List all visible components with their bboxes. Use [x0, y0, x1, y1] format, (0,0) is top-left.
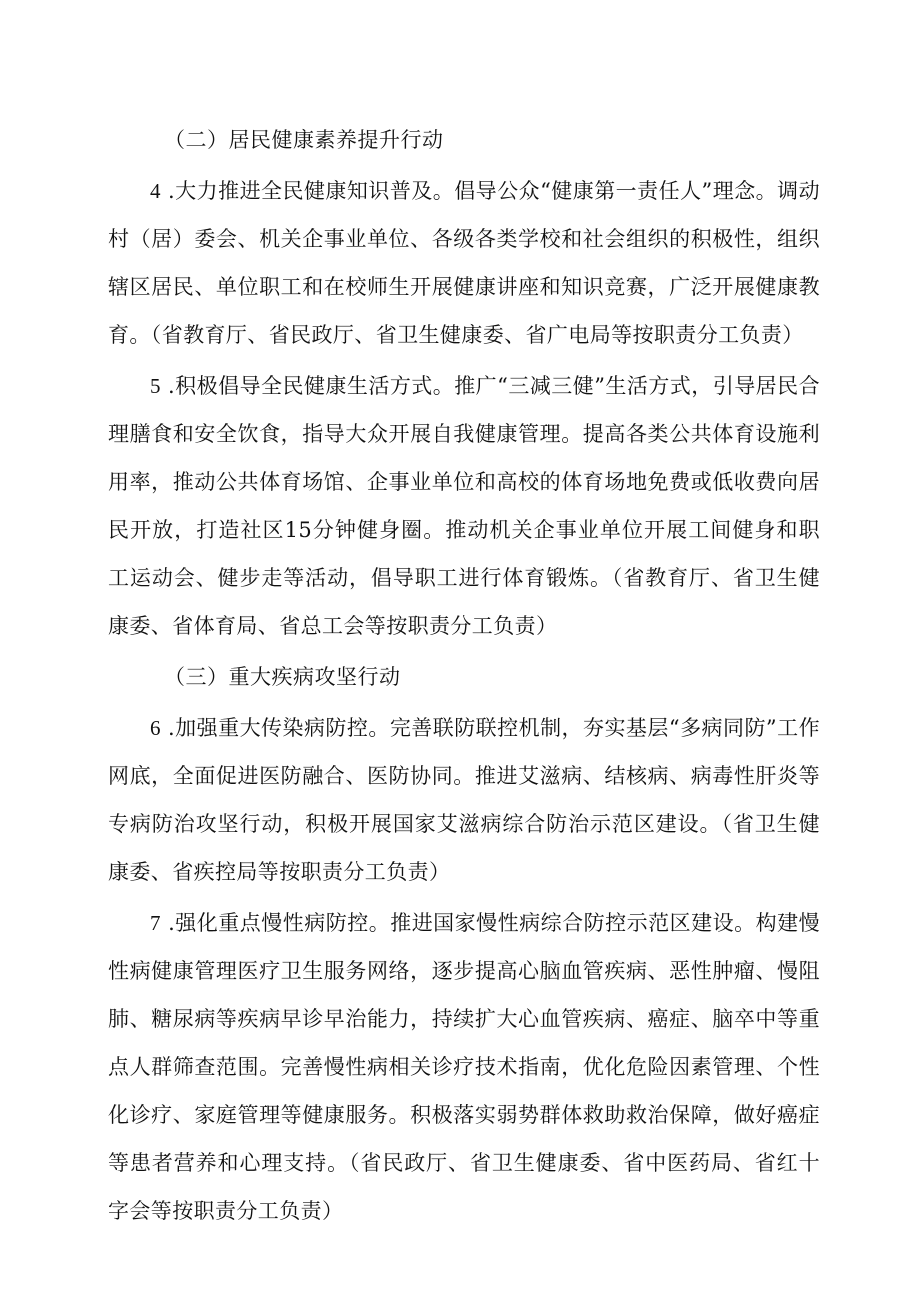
section-heading-2: （二）居民健康素养提升行动: [164, 128, 444, 152]
item-number: 7: [150, 911, 161, 935]
item-text: .积极倡导全民健康生活方式。推广“三减三健”生活方式，引导居民合理膳食和安全饮食，指导大众开展自我健康管理。提高各类公共体育设施利用率，推动公共体育场馆、企事业单位和高校的体育场地免费或低收费向居民开放，打造社区15分钟健身圈。推动机关企事业单位开展工间健身和职工运动会、健步走等活动，倡导职工进行体育锻炼。（省教育厅、省卫生健康委、省体育局、省总工会等按职责分工负责）: [108, 374, 820, 638]
item-text: .大力推进全民健康知识普及。倡导公众“健康第一责任人”理念。调动村（居）委会、机关企事业单位、各级各类学校和社会组织的积极性，组织辖区居民、单位职工和在校师生开展健康讲座和知识竞赛，广泛开展健康教育。（省教育厅、省民政厅、省卫生健康委、省广电局等按职责分工负责）: [108, 179, 820, 347]
item-number: 4: [150, 179, 161, 203]
item-number: 5: [150, 374, 161, 398]
paragraph-item-5: [108, 362, 820, 650]
paragraph-item-6: [108, 704, 820, 896]
paragraph-item-4: [108, 167, 820, 359]
item-number: 6: [150, 716, 161, 740]
section-heading-3: （三）重大疾病攻坚行动: [164, 665, 401, 689]
paragraph-item-7: [108, 899, 820, 1235]
document-page: [108, 116, 820, 1235]
item-text: .加强重大传染病防控。完善联防联控机制，夯实基层“多病同防”工作网底，全面促进医防融合、医防协同。推进艾滋病、结核病、病毒性肝炎等专病防治攻坚行动，积极开展国家艾滋病综合防治示范区建设。（省卫生健康委、省疾控局等按职责分工负责）: [108, 716, 820, 884]
item-text: .强化重点慢性病防控。推进国家慢性病综合防控示范区建设。构建慢性病健康管理医疗卫生服务网络，逐步提高心脑血管疾病、恶性肿瘤、慢阻肺、糖尿病等疾病早诊早治能力，持续扩大心血管疾病、癌症、脑卒中等重点人群筛查范围。完善慢性病相关诊疗技术指南，优化危险因素管理、个性化诊疗、家庭管理等健康服务。积极落实弱势群体救助救治保障，做好癌症等患者营养和心理支持。（省民政厅、省卫生健康委、省中医药局、省红十字会等按职责分工负责）: [108, 911, 820, 1223]
